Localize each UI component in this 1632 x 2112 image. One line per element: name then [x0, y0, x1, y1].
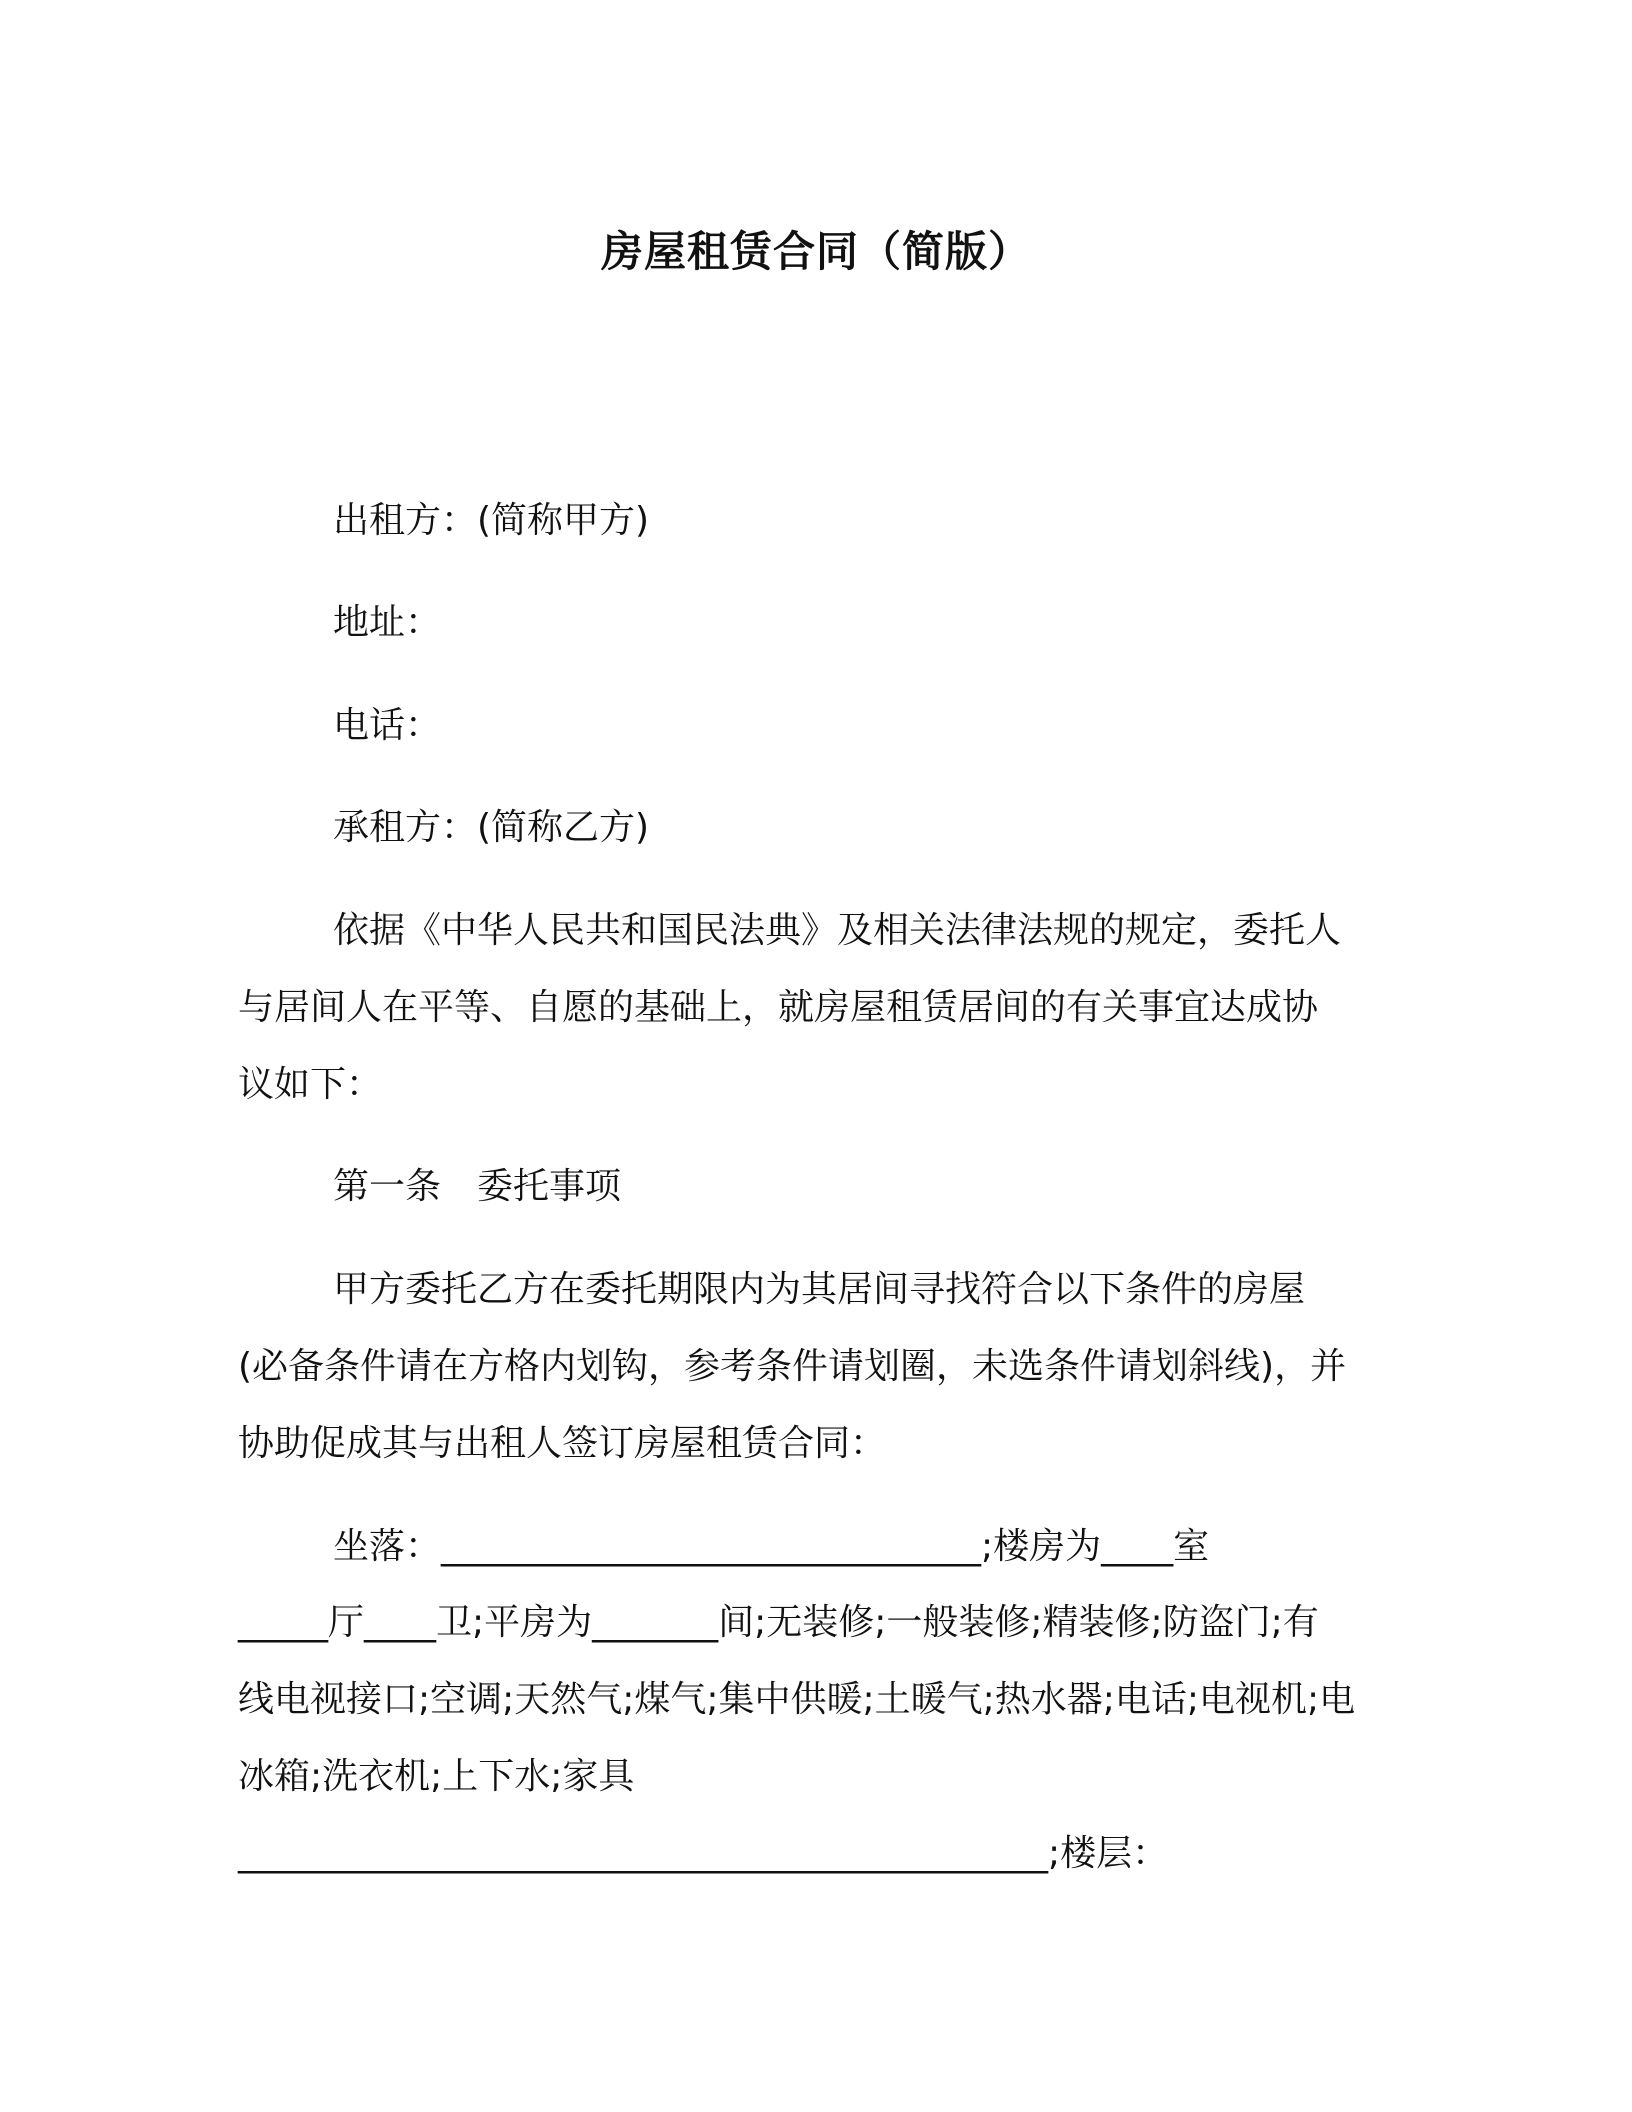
article-1-heading: 第一条 委托事项: [333, 1166, 622, 1207]
article-1-line-3: 协助促成其与出租人签订房屋租赁合同：: [238, 1423, 887, 1464]
lessee-line: 承租方：(简称乙方): [333, 807, 650, 848]
lessor-line: 出租方：(简称甲方): [333, 500, 650, 541]
article-1-line-1: 甲方委托乙方在委托期限内为其居间寻找符合以下条件的房屋: [333, 1269, 1306, 1310]
article-1-line-2: (必备条件请在方格内划钩，参考条件请划圈，未选条件请划斜线)，并: [238, 1346, 1347, 1387]
preamble-line-3: 议如下：: [238, 1064, 383, 1105]
phone-line: 电话：: [333, 705, 442, 746]
rooms-line: _____厅____卫;平房为_______间;无装修;一般装修;精装修;防盗门;有: [238, 1602, 1319, 1643]
location-line: 坐落：______________________________;楼房为____室: [333, 1526, 1210, 1567]
address-line: 地址：: [333, 602, 442, 643]
preamble-line-2: 与居间人在平等、自愿的基础上，就房屋租赁居间的有关事宜达成协: [238, 987, 1319, 1028]
floor-line: _____________________________________________;楼层：: [238, 1833, 1169, 1874]
document-title: 房屋租赁合同（简版）: [600, 227, 1031, 276]
facilities-line: 线电视接口;空调;天然气;煤气;集中供暖;土暖气;热水器;电话;电视机;电: [238, 1679, 1356, 1720]
appliances-line: 冰箱;洗衣机;上下水;家具: [238, 1756, 635, 1797]
preamble-line-1: 依据《中华人民共和国民法典》及相关法律法规的规定，委托人: [333, 910, 1342, 951]
